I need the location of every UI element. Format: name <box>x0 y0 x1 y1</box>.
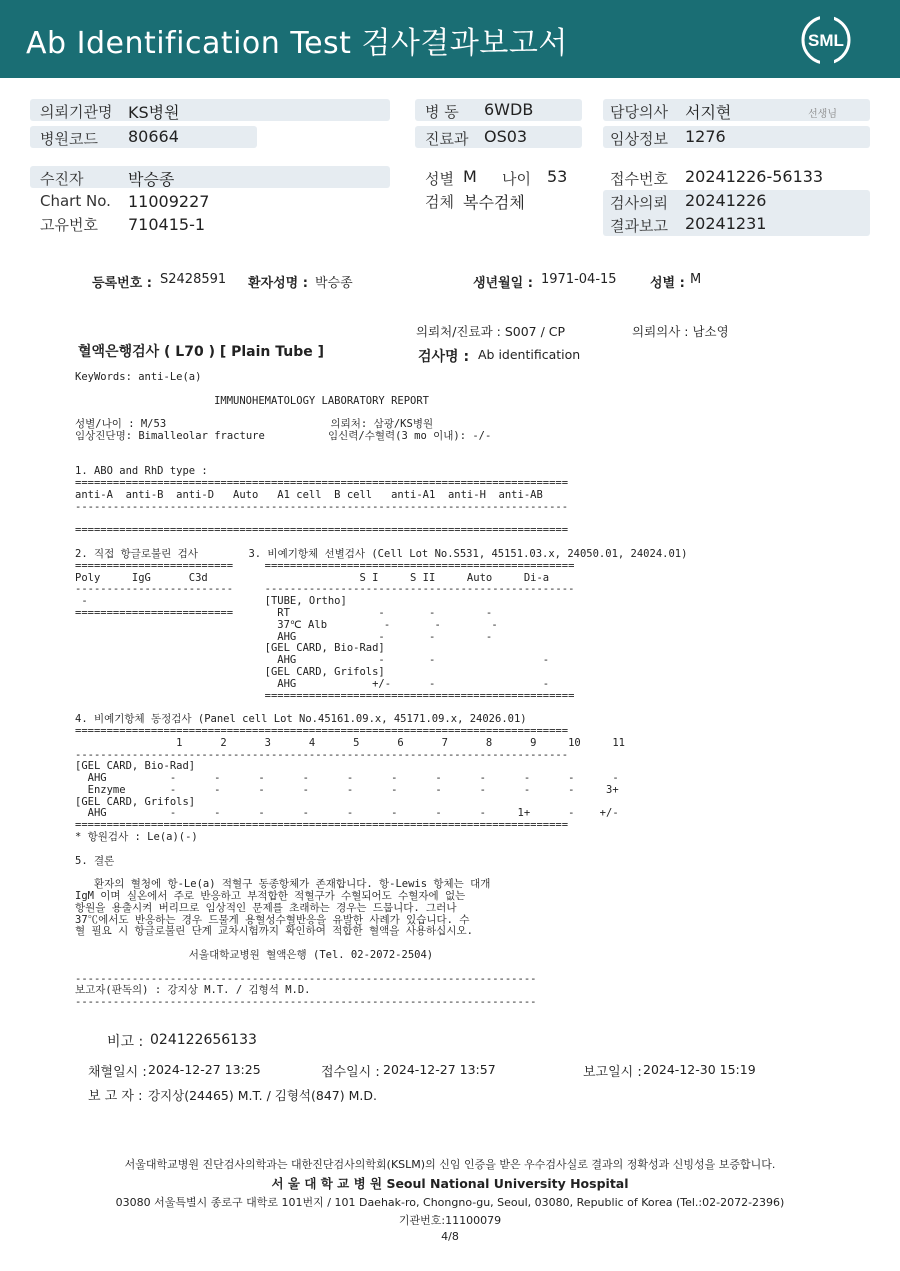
collected-value: 2024-12-27 13:25 <box>148 1062 261 1077</box>
chart-value: 11009227 <box>128 192 210 211</box>
specimen-label: 검체 <box>425 193 454 211</box>
patient-label: 수진자 <box>40 170 84 188</box>
unique-no-label: 고유번호 <box>40 216 98 234</box>
department-value: OS03 <box>484 127 528 146</box>
age-value: 53 <box>547 167 568 186</box>
doctor-value: 서지현 <box>685 103 732 122</box>
institution-label: 의뢰기관명 <box>40 103 113 121</box>
report-line: [GEL CARD, Grifols] <box>75 795 196 808</box>
report-line: 5. 결론 <box>75 854 115 867</box>
clinical-info-value: 1276 <box>685 127 726 146</box>
referral-dept: 의뢰처/진료과 : S007 / CP <box>416 324 566 339</box>
report-line: AHG - - - <box>75 630 493 643</box>
svg-text:SML: SML <box>808 31 844 50</box>
report-date-label: 결과보고 <box>610 217 668 235</box>
report-line: AHG - - - - - - - - - - - <box>75 772 619 785</box>
age-label: 나이 <box>502 170 531 188</box>
report-line <box>75 443 687 455</box>
receipt-label: 접수번호 <box>610 170 668 188</box>
reporter-value: 강지상(24465) M.T. / 김형석(847) M.D. <box>148 1088 377 1103</box>
report-line: ------------------------------------------------------------------------------ <box>75 748 569 761</box>
test-name-label: 검사명 : <box>418 349 470 365</box>
report-line: 37℃ Alb - - - <box>75 618 498 631</box>
hospital-name: 서 울 대 학 교 병 원 Seoul National University Hospital <box>271 1176 629 1191</box>
patient-name-value: 박승종 <box>315 276 353 291</box>
report-line: ------------------------- ------------------------------------------------- <box>75 583 575 596</box>
report-line: anti-A anti-B anti-D Auto A1 cell B cell anti-A1 anti-H anti-AB <box>75 488 543 501</box>
ward-value: 6WDB <box>484 100 534 119</box>
sml-logo-icon <box>800 14 852 66</box>
specimen-value: 복수검체 <box>463 193 525 212</box>
agency-number: 기관번호:11100079 <box>398 1214 502 1227</box>
report-line: 1 2 3 4 5 6 7 8 9 10 11 <box>75 736 625 749</box>
report-line: ========================= RT - - - <box>75 606 493 619</box>
report-line: 혈 필요 시 항글로불린 단계 교차시험까지 확인하여 적합한 혈액을 사용하십시오. <box>75 925 473 938</box>
report-line: ============================================================================== <box>75 524 569 537</box>
report-line: [GEL CARD, Bio-Rad] <box>75 760 196 773</box>
dob-value: 1971-04-15 <box>541 272 617 287</box>
reported-value: 2024-12-30 15:19 <box>643 1062 756 1077</box>
remark-value: 024122656133 <box>150 1032 257 1048</box>
report-line: 4. 비예기항체 동정검사 (Panel cell Lot No.45161.09.x, 45171.09.x, 24026.01) <box>75 713 527 726</box>
report-line: ============================================================================== <box>75 477 569 490</box>
report-header-bar <box>0 0 900 78</box>
report-line: IgM 이며 실온에서 주로 반응하고 부적합한 적혈구가 수혈되어도 수혈자에 없는 <box>75 890 466 903</box>
received-value: 2024-12-27 13:57 <box>383 1062 496 1077</box>
report-line: ------------------------------------------------------------------------- <box>75 996 537 1009</box>
certification-text: 서울대학교병원 진단검사의학과는 대한진단검사의학회(KSLM)의 신임 인증을 받은 우수검사실로 결과의 정확성과 신빙성을 보증합니다. <box>124 1158 776 1171</box>
patient-name-label: 환자성명 : <box>248 276 308 291</box>
test-name-value: Ab identification <box>478 347 581 362</box>
report-title: Ab Identification Test 검사결과보고서 <box>26 26 568 61</box>
department-label: 진료과 <box>425 130 469 148</box>
report-line: [GEL CARD, Grifols] <box>75 665 385 678</box>
collected-label: 채혈일시 : <box>88 1065 147 1080</box>
report-line: 항원을 용출시켜 버리므로 임상적인 문제를 초래하는 경우는 드뭅니다. 그러나 <box>75 901 457 914</box>
lab-report-body <box>75 372 687 1009</box>
report-line: - [TUBE, Ortho] <box>75 595 347 608</box>
sex-value: M <box>463 167 477 186</box>
report-line: 2. 직접 항글로불린 검사 3. 비예기항체 선별검사 (Cell Lot No.S531, 45151.03.x, 24050.01, 24024.01) <box>75 547 688 560</box>
report-line: ------------------------------------------------------------------------------ <box>75 500 569 513</box>
report-line: Poly IgG C3d S I S II Auto Di-a <box>75 571 550 584</box>
referral-doctor: 의뢰의사 : 남소영 <box>632 324 729 339</box>
report-line: 보고자(판독의) : 강지상 M.T. / 김형석 M.D. <box>75 984 311 997</box>
sex-label: 성별 <box>425 170 454 188</box>
report-line: KeyWords: anti-Le(a) <box>75 371 202 383</box>
report-line: ============================================================================== <box>75 724 569 737</box>
hospital-code-label: 병원코드 <box>40 130 98 148</box>
report-line: 임상진단명: Bimalleolar fracture 임신력/수혈력(3 mo 이내): -/- <box>75 429 492 442</box>
report-line: 성별/나이 : M/53 의뢰처: 삼광/KS병원 <box>75 418 434 431</box>
doctor-label: 담당의사 <box>610 103 668 121</box>
chart-label: Chart No. <box>40 192 111 210</box>
patient-value: 박승종 <box>128 170 175 189</box>
reported-label: 보고일시 : <box>583 1065 642 1080</box>
report-line <box>75 844 687 856</box>
dob-label: 생년월일 : <box>473 276 533 291</box>
report-line <box>75 962 687 974</box>
report-line: ========================= ================================================= <box>75 559 575 572</box>
hospital-code-value: 80664 <box>128 127 179 146</box>
report-line: 1. ABO and RhD type : <box>75 465 208 478</box>
reg-no-value: S2428591 <box>160 272 227 287</box>
report-sex-value: M <box>690 272 702 287</box>
page-number: 4/8 <box>441 1230 459 1243</box>
report-line: AHG +/- - - <box>75 677 550 690</box>
report-line: IMMUNOHEMATOLOGY LABORATORY REPORT <box>75 394 430 407</box>
reporter-label: 보 고 자 : <box>88 1089 143 1104</box>
report-date-value: 20241231 <box>685 214 767 233</box>
ward-label: 병 동 <box>425 103 459 121</box>
report-line: ============================================================================== <box>75 819 569 832</box>
report-line: AHG - - - - - - - - 1+ - +/- <box>75 807 619 820</box>
reg-no-label: 등록번호 : <box>92 276 152 291</box>
report-line: [GEL CARD, Bio-Rad] <box>75 642 385 655</box>
clinical-info-label: 임상정보 <box>610 130 668 148</box>
report-line: 환자의 혈청에 항-Le(a) 적혈구 동종항체가 존재합니다. 항-Lewis 항체는 대개 <box>75 878 491 891</box>
receipt-value: 20241226-56133 <box>685 167 824 186</box>
institution-value: KS병원 <box>128 103 180 122</box>
test-category: 혈액은행검사 ( L70 ) [ Plain Tube ] <box>78 344 325 360</box>
unique-no-value: 710415-1 <box>128 215 206 234</box>
report-line <box>75 384 687 396</box>
report-line: * 항원검사 : Le(a)(-) <box>75 831 198 844</box>
report-line: 서울대학교병원 혈액은행 (Tel. 02-2072-2504) <box>75 949 434 962</box>
received-label: 접수일시 : <box>321 1065 380 1080</box>
report-line: Enzyme - - - - - - - - - - 3+ <box>75 783 619 796</box>
remark-label: 비고 : <box>107 1034 144 1050</box>
report-line: ------------------------------------------------------------------------- <box>75 972 537 985</box>
report-line: 37℃에서도 반응하는 경우 드물게 용혈성수혈반응을 유발한 사례가 있습니다. 수 <box>75 913 470 926</box>
report-line: ================================================= <box>75 689 575 702</box>
doctor-suffix: 선생님 <box>808 109 837 120</box>
hospital-address: 03080 서울특별시 종로구 대학로 101번지 / 101 Daehak-ro, Chongno-gu, Seoul, 03080, Republic of Korea (Tel.:02-2072-2396) <box>115 1196 785 1209</box>
request-date-label: 검사의뢰 <box>610 194 668 212</box>
report-sex-label: 성별 : <box>650 276 685 291</box>
report-line: AHG - - - <box>75 654 550 667</box>
request-date-value: 20241226 <box>685 191 767 210</box>
